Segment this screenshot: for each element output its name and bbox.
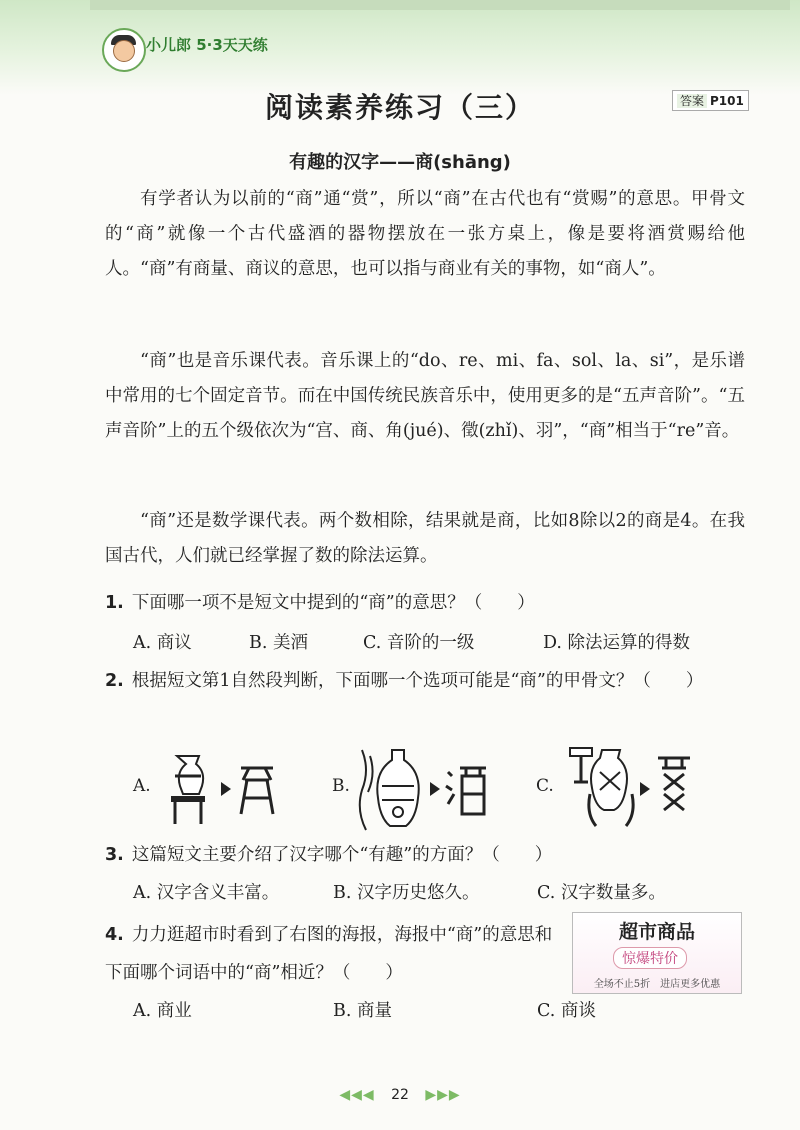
option-d[interactable]: D. 除法运算的得数 bbox=[543, 633, 691, 653]
wine-jar-icon bbox=[356, 746, 426, 832]
poster-sale: 惊爆特价 bbox=[613, 947, 687, 969]
arrow-icon bbox=[640, 782, 650, 796]
brand-name: 小儿郎 5·3天天练 bbox=[146, 36, 268, 54]
page-footer bbox=[0, 1087, 800, 1103]
oracle-glyph-a-icon bbox=[237, 760, 277, 820]
option-a-image[interactable] bbox=[133, 748, 273, 828]
question-1 bbox=[105, 588, 765, 618]
question-text: 下面哪一项不是短文中提到的“商”的意思？（ ） bbox=[131, 593, 535, 613]
question-text: 根据短文第1自然段判断，下面哪一个选项可能是“商”的甲骨文？（ ） bbox=[131, 671, 704, 691]
answer-label: 答案 bbox=[677, 94, 707, 108]
page-number: 22 bbox=[391, 1087, 409, 1103]
option-c-image[interactable] bbox=[536, 748, 696, 828]
option-b: B. bbox=[332, 776, 350, 796]
hands-holding-vessel-icon bbox=[564, 742, 636, 832]
paragraph-2: “商”也是音乐课代表。音乐课上的“do、re、mi、fa、sol、la、si”，是乐谱中常用的七个固定音节。而在中国传统民族音乐中，使用更多的是“五声音阶”。“五声音阶”上的五个级依次为“宫、商、角(jué)、徵(zhǐ)、羽”，“商”相当于“re”音。 bbox=[105, 351, 745, 441]
paragraph-1: 有学者认为以前的“商”通“赏”，所以“商”在古代也有“赏赐”的意思。甲骨文的“商”就像一个古代盛酒的器物摆放在一张方桌上，像是要将酒赏赐给他人。“商”有商量、商议的意思，也可以指与商业有关的事物，如“商人”。 bbox=[105, 189, 745, 279]
oracle-glyph-c-icon bbox=[654, 754, 694, 820]
question-text: 这篇短文主要介绍了汉字哪个“有趣”的方面？（ ） bbox=[131, 845, 553, 865]
supermarket-poster bbox=[572, 912, 742, 994]
option-b[interactable]: B. 美酒 bbox=[249, 633, 308, 653]
question-4 bbox=[105, 916, 557, 992]
vessel-on-table-icon bbox=[163, 748, 213, 828]
option-a[interactable]: A. 商业 bbox=[133, 1001, 192, 1021]
option-a[interactable]: A. 商议 bbox=[133, 633, 192, 653]
arrow-icon bbox=[430, 782, 440, 796]
question-number: 1. bbox=[105, 593, 124, 613]
poster-footer: 全场不止5折 进店更多优惠 bbox=[593, 979, 721, 990]
option-b[interactable]: B. 商量 bbox=[333, 1001, 392, 1021]
option-b-image[interactable] bbox=[332, 748, 492, 828]
question-number: 3. bbox=[105, 845, 124, 865]
question-number: 2. bbox=[105, 671, 124, 691]
answer-tag bbox=[672, 90, 749, 111]
question-number: 4. bbox=[105, 925, 124, 945]
question-2 bbox=[105, 666, 745, 696]
option-b[interactable]: B. 汉字历史悠久。 bbox=[333, 883, 480, 903]
option-c[interactable]: C. 音阶的一级 bbox=[363, 633, 475, 653]
option-c[interactable]: C. 汉字数量多。 bbox=[537, 883, 666, 903]
option-a[interactable]: A. 汉字含义丰富。 bbox=[133, 883, 280, 903]
paragraph-3: “商”还是数学课代表。两个数相除，结果就是商，比如8除以2的商是4。在我国古代，人们就已经掌握了数的除法运算。 bbox=[105, 511, 745, 566]
option-a: A. bbox=[133, 776, 151, 796]
page-title: 阅读素养练习（三） bbox=[264, 91, 535, 124]
oracle-glyph-b-icon bbox=[444, 760, 490, 820]
option-c: C. bbox=[536, 776, 554, 796]
poster-title: 超市商品 bbox=[618, 921, 695, 943]
option-c[interactable]: C. 商谈 bbox=[537, 1001, 596, 1021]
question-3 bbox=[105, 840, 765, 870]
arrow-icon bbox=[221, 782, 231, 796]
brand-mascot-icon bbox=[102, 28, 146, 72]
header-top-line bbox=[90, 0, 790, 10]
right-arrows-icon: ▶▶▶ bbox=[425, 1087, 461, 1103]
answer-page: P101 bbox=[710, 94, 744, 108]
left-arrows-icon: ◀◀◀ bbox=[339, 1087, 375, 1103]
passage-title: 有趣的汉字——商(shāng) bbox=[289, 152, 511, 173]
question-text: 力力逛超市时看到了右图的海报，海报中“商”的意思和下面哪个词语中的“商”相近？（ ） bbox=[105, 925, 553, 983]
